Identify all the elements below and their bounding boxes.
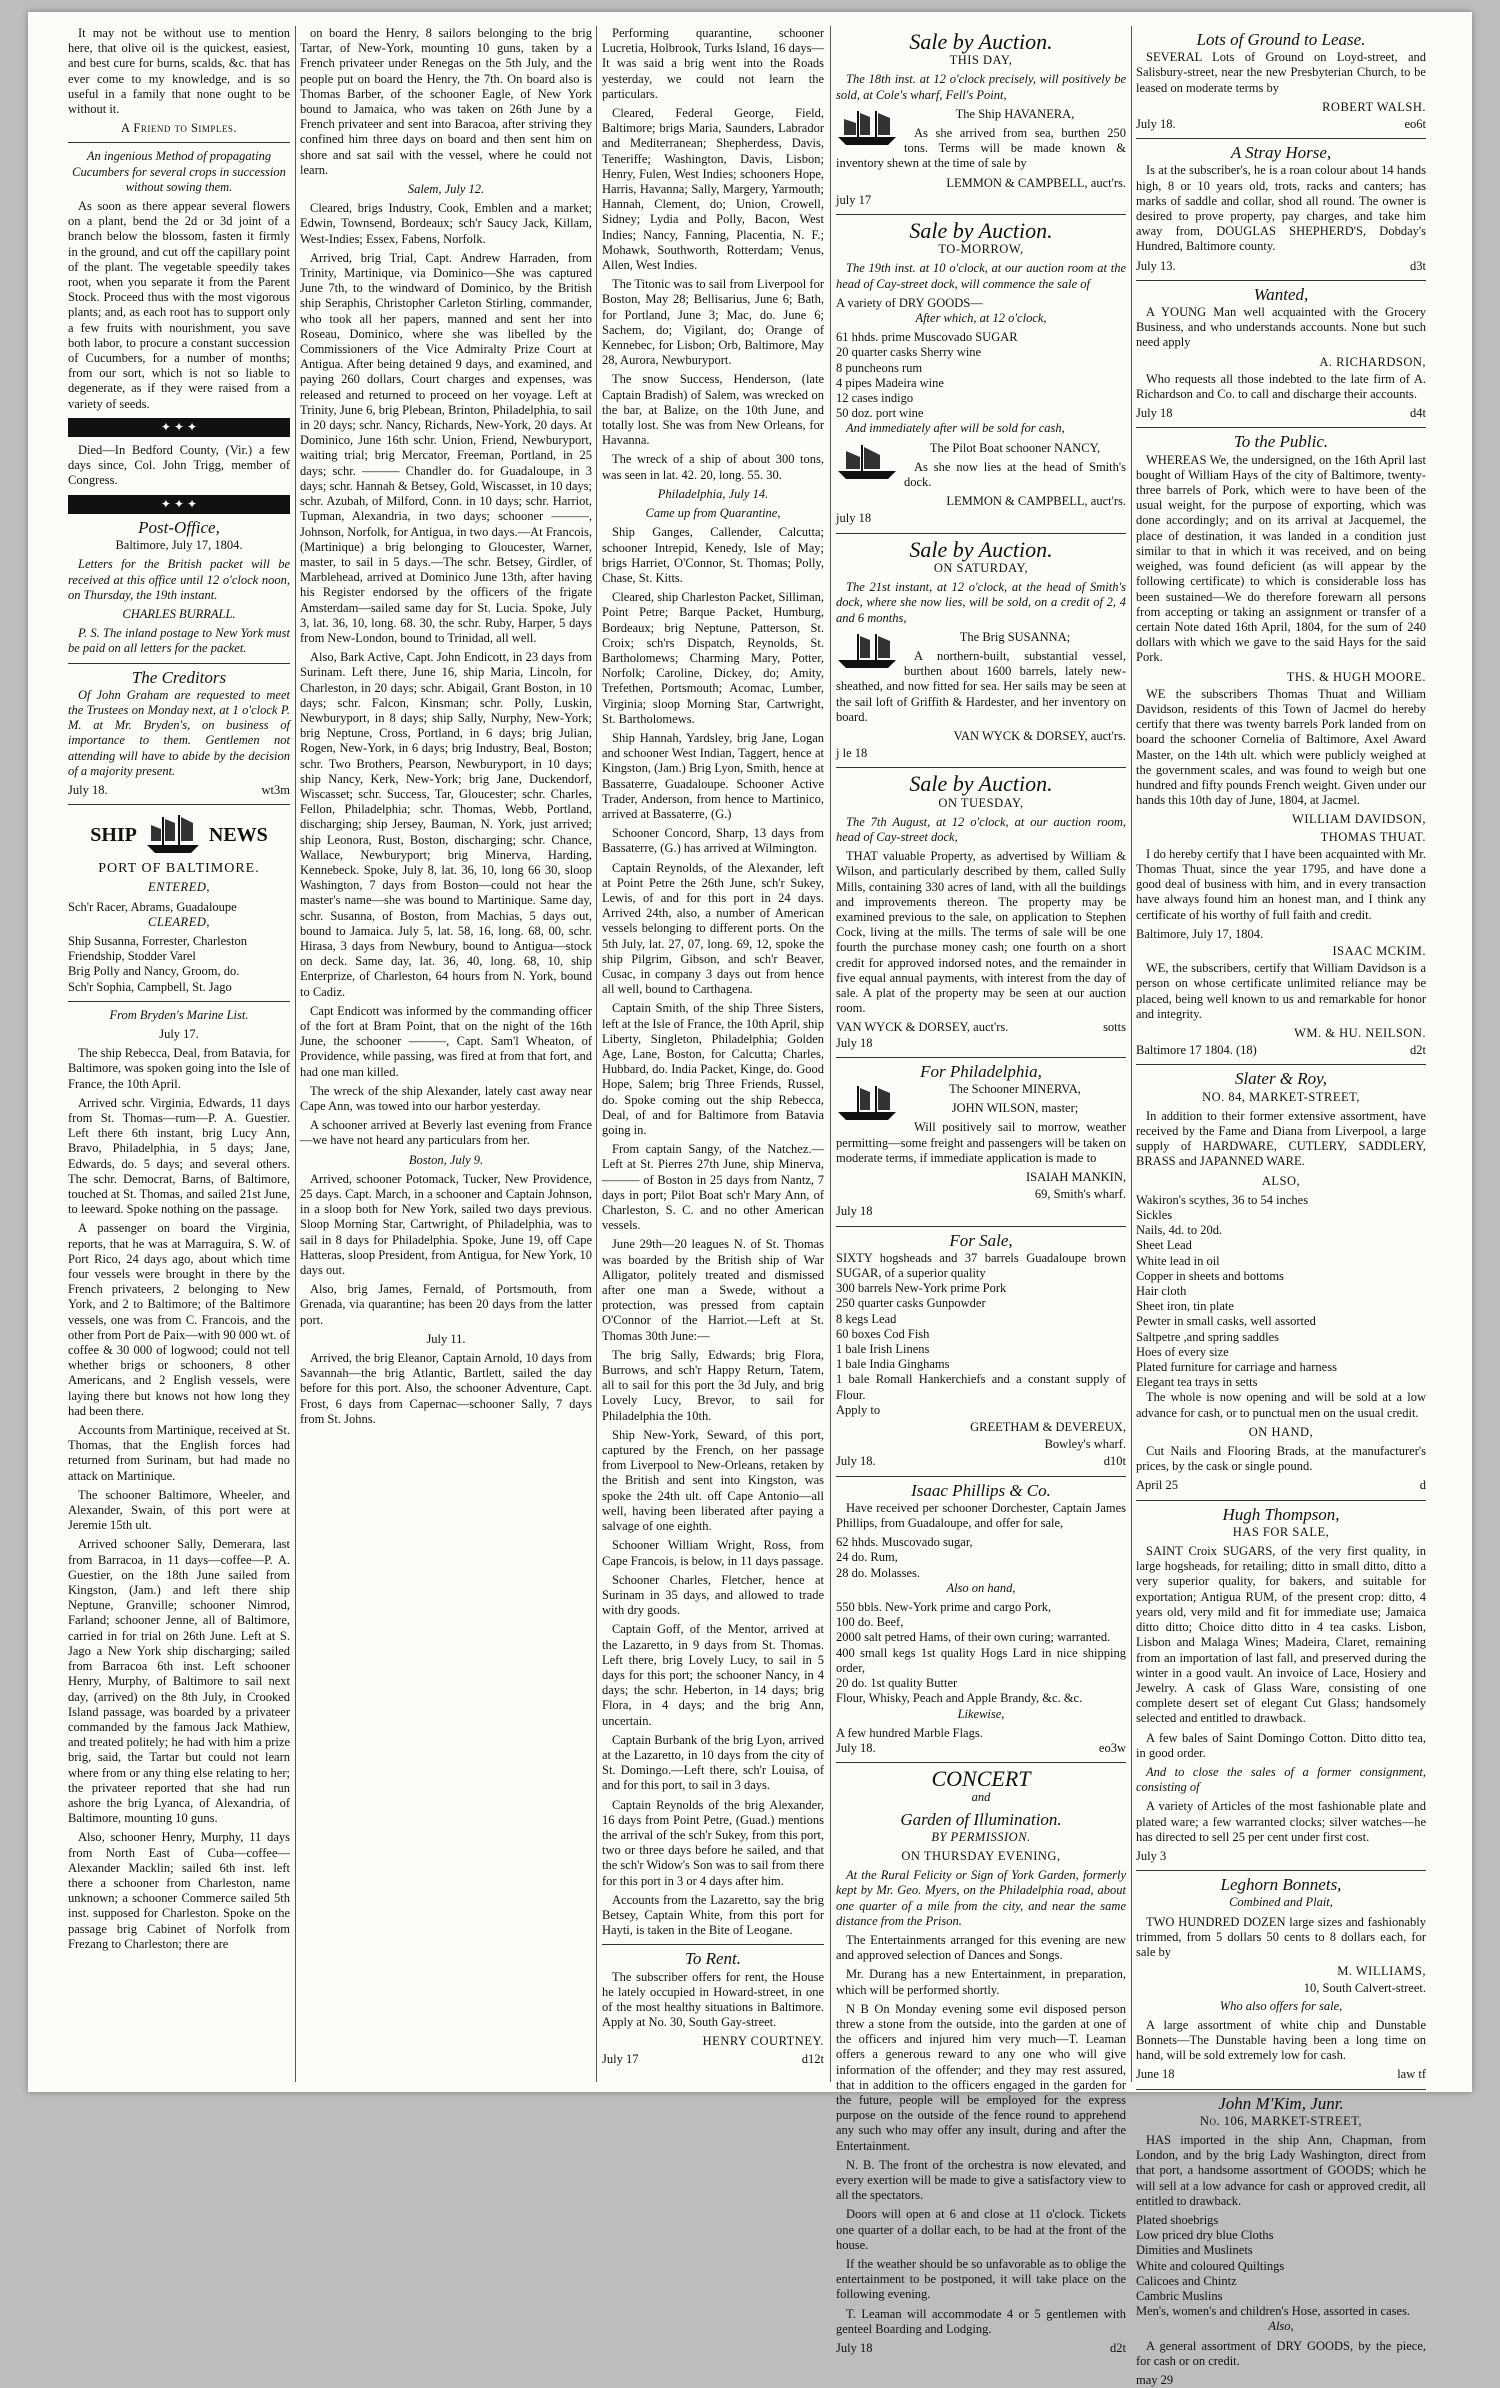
- ad-item: 1 bale India Ginghams: [836, 1357, 950, 1372]
- cleared-entry: Ship Susanna, Forrester, Charleston: [68, 933, 247, 948]
- date: July 18.: [1136, 117, 1176, 132]
- concert-footer: [836, 2341, 1126, 2356]
- dateline: Salem, July 12.: [407, 182, 485, 197]
- divider: [836, 214, 1126, 215]
- date: July 18.: [836, 1740, 876, 1755]
- auction-ship: The Brig SUSANNA;: [959, 629, 1071, 644]
- news-item: Capt Endicott was informed by the commanding officer of the fort at Bram Point, that on the night of the 16th June, the schooner ———, Capt. Sam'l Wheaton, of Providence, while passing, was fired at from that fort, and had one man killed.: [300, 1003, 592, 1079]
- code: eo6t: [1404, 117, 1426, 132]
- ad-title: For Sale,: [949, 1230, 1013, 1250]
- auction-when: The 19th inst. at 10 o'clock, at our auction room at the head of Cay-street dock, will commence the sale of: [836, 261, 1126, 291]
- column-2: [300, 26, 592, 2082]
- ad-body: HAS imported in the ship Ann, Chapman, from London, and by the brig Lady Washington, direct from that port, a handsome assortment of GOODS; which he will sell at a low advance for cash or approved credit, all entitled to drawback.: [1136, 2132, 1426, 2208]
- dateline: July 11.: [426, 1331, 466, 1346]
- date: July 18.: [68, 782, 108, 797]
- to-rent-signature: HENRY COURTNEY.: [702, 2034, 824, 2049]
- news-item: The ship Rebecca, Deal, from Batavia, for Baltimore, was spoken going into the Isle of France, the 10th April.: [68, 1046, 290, 1091]
- ship-icon: [143, 813, 203, 857]
- date: July 17: [602, 2051, 639, 2066]
- auction-date: July 18: [836, 1035, 873, 1050]
- ad-item: 24 do. Rum,: [836, 1550, 898, 1565]
- ad-signature: THOMAS THUAT.: [1320, 829, 1426, 844]
- auction-when: The 7th August, at 12 o'clock, at our auction room, head of Cay-street dock,: [836, 814, 1126, 844]
- divider: [68, 663, 290, 664]
- divider: [836, 1476, 1126, 1477]
- news-item: The wreck of the ship Alexander, lately cast away near Cape Ann, was towed into our harbor yesterday.: [300, 1083, 592, 1114]
- code: eo3w: [1098, 1740, 1126, 1755]
- news-item: Schooner William Wright, Ross, from Cape Francois, is below, in 11 days passage.: [602, 1538, 824, 1568]
- ad-item: Men's, women's and children's Hose, assorted in cases.: [1136, 2304, 1411, 2319]
- news-item: The wreck of a ship of about 300 tons, was seen in lat. 42. 20, long. 55. 30.: [602, 452, 824, 482]
- ad-title: Hugh Thompson,: [1222, 1504, 1340, 1524]
- auction-item: 8 puncheons rum: [836, 360, 923, 375]
- news-item: The brig Sally, Edwards; brig Flora, Burrows, and sch'r Happy Return, Tatem, all to sail for this port the 3d July, and brig Lovely Lucy, Brevor, to sail for Philadelphia the 10th.: [602, 1347, 824, 1423]
- ad-apply: Apply to: [836, 1402, 881, 1417]
- ad-item: Pewter in small casks, well assorted: [1136, 1314, 1316, 1329]
- concert-subtitle: Garden of Illumination.: [900, 1809, 1062, 1829]
- divider: [1136, 2089, 1426, 2090]
- auction-boat: The Pilot Boat schooner NANCY,: [929, 440, 1101, 455]
- auction-item: 4 pipes Madeira wine: [836, 375, 944, 390]
- divider: [1136, 1064, 1426, 1065]
- ad-body: Will positively sail to morrow, weather permitting—some freight and passengers will be taken on moderate terms, if immediate application is made to: [836, 1120, 1126, 1165]
- ad-item: Dimities and Muslinets: [1136, 2243, 1253, 2258]
- concert-title: CONCERT: [931, 1766, 1031, 1792]
- to-rent-footer: [602, 2052, 824, 2067]
- ad-item: 2000 salt petred Hams, of their own curing; warranted.: [836, 1630, 1111, 1645]
- news-item: Cleared, ship Charleston Packet, Silliman, Point Petre; Barque Packet, Humburg, Bordeaux; brig Neptune, Patterson, St. Croix; sch'rs Dispatch, Reynolds, St. Bartholomews; Charming Mary, Potter, Norfolk; Caroline, Dickey, do; Amity, Trefethen, Portsmouth; Acomac, Lumber, Virginia; sloop Morning Star, Cartwright, St. Bartholomews.: [602, 590, 824, 726]
- divider: [1136, 1500, 1426, 1501]
- ad-footer: [1136, 2067, 1426, 2082]
- code: d: [1419, 1478, 1426, 1493]
- ship-icon: [836, 1084, 898, 1124]
- ad-date: Baltimore, July 17, 1804.: [1136, 926, 1264, 941]
- divider: [68, 142, 290, 143]
- ship-news-left: SHIP: [90, 823, 137, 846]
- auction-body: A northern-built, substantial vessel, burthen about 1600 barrels, lately new-sheathed, and now fitted for sea. Her sails may be seen at the sail loft of Griffith & Hardester, and her inventory on board.: [836, 648, 1126, 724]
- auction-after: After which, at 12 o'clock,: [915, 311, 1047, 326]
- news-item: Arrived, the brig Eleanor, Captain Arnold, 10 days from Savannah—the brig Atlantic, Bartlett, sailed the day before for this port. Also, the schooner Adventure, Capt. Frost, 6 days from Capernac—schooner Sally, 7 days from St. Johns.: [300, 1351, 592, 1426]
- marine-list-label: From Bryden's Marine List.: [109, 1007, 249, 1022]
- ad-body: Is at the subscriber's, he is a roan colour about 14 hands high, 8 or 10 years old, trots, racks and canters; has marks of saddle and collar, shod all round. The owner is desired to prove property, pay charges, and take him away from, DOUGLAS SHEPHERD'S, Dobday's Hundred, Baltimore county.: [1136, 163, 1426, 254]
- ad-title: A Stray Horse,: [1230, 143, 1332, 163]
- column-1: [68, 26, 290, 2082]
- ad-signature: THS. & HUGH MOORE.: [1286, 669, 1426, 684]
- news-item: The schooner Baltimore, Wheeler, and Alexander, Swain, of this port were at Jeremie 15th ult.: [68, 1487, 290, 1533]
- ship-news-right: NEWS: [208, 823, 268, 846]
- entered-label: ENTERED,: [148, 880, 210, 895]
- news-item: Captain Reynolds of the brig Alexander, 16 days from Point Petre, (Guad.) mentions the arrival of the sch'r Sukey, from this port, two or three days before he sailed, and that the sch'r Widow's Son was to sail from there for this port in 3 or 4 days after him.: [602, 1797, 824, 1888]
- divider: [836, 767, 1126, 768]
- cleared-label: CLEARED,: [148, 914, 210, 929]
- code: wt3m: [261, 782, 290, 797]
- ad-item: Copper in sheets and bottoms: [1136, 1268, 1284, 1283]
- column-rule: [830, 26, 831, 2082]
- auction-signature: LEMMON & CAMPBELL, auct'rs.: [946, 175, 1126, 190]
- auction-item: 12 cases indigo: [836, 391, 914, 406]
- news-item: Ship Ganges, Callender, Calcutta; schooner Intrepid, Kenedy, Isle of May; brigs Harriet, O'Connor, St. Thomas; Polly, Chase, St. Kitts.: [602, 525, 824, 585]
- newspaper-page: [28, 12, 1472, 2388]
- auction-body: As she arrived from sea, burthen 250 tons. Terms will be made known & inventory shewn at the time of sale by: [836, 126, 1126, 171]
- marine-list-date: July 17.: [159, 1026, 199, 1041]
- ad-item: 100 do. Beef,: [836, 1615, 904, 1630]
- ad-body: A few bales of Saint Domingo Cotton. Ditto ditto tea, in good order.: [1136, 1730, 1426, 1760]
- cleared-entry: Sch'r Sophia, Campbell, St. Jago: [68, 979, 232, 994]
- ad-ship: The Schooner MINERVA,: [949, 1081, 1081, 1096]
- creditors-footer: [68, 783, 290, 798]
- news-item: Cleared, brigs Industry, Cook, Emblen and a market; Edwin, Townsend, Bordeaux; sch'r Saucy Jack, Killam, West-Indies; Essex, Fabens, Norfolk.: [300, 201, 592, 246]
- ad-body: WE, the subscribers, certify that William Davidson is a person on whose certificate unlimited reliance may be placed, being well known to us and remarkable for honor and integrity.: [1136, 961, 1426, 1021]
- ad-item: 1 bale Romall Hankerchiefs and a constant supply of Flour.: [836, 1372, 1126, 1402]
- column-4: [836, 26, 1126, 2356]
- ad-item: Wakiron's scythes, 36 to 54 inches: [1136, 1192, 1309, 1207]
- ad-item: Hair cloth: [1136, 1284, 1187, 1299]
- date: June 18: [1136, 2067, 1175, 2082]
- ad-title: Isaac Phillips & Co.: [911, 1480, 1051, 1500]
- olive-oil-paragraph: It may not be without use to mention here, that olive oil is the quickest, easiest, and best cure for burns, scalds, &c. that has ever come to my knowledge, and is so useful in a family that none ought to be without it.: [68, 26, 290, 117]
- divider: [836, 1057, 1126, 1058]
- auction-date: july 17: [836, 192, 872, 207]
- ad-address: 69, Smith's wharf.: [1034, 1187, 1126, 1202]
- ad-date: July 3: [1136, 1848, 1167, 1863]
- cleared-entry: Brig Polly and Nancy, Groom, do.: [68, 964, 240, 979]
- concert-where: At the Rural Felicity or Sign of York Garden, formerly kept by Mr. Geo. Myers, on the Philadelphia road, about one quarter of a mile from the city, and near the same distance from the Prison.: [836, 1868, 1126, 1928]
- ad-also: Who also offers for sale,: [1219, 1998, 1343, 2013]
- divider: [836, 1762, 1126, 1763]
- news-item: A schooner arrived at Beverly last evening from France—we have not heard any particulars from her.: [300, 1118, 592, 1148]
- auction-ship: The Ship HAVANERA,: [955, 106, 1075, 121]
- news-item: Arrived schooner Sally, Demerara, last from Barracoa, in 11 days—coffee—P. A. Guestier, on the 18th June sailed from Kingston, (Jam.) and left there ship Neptune, Granville; schooner Nimrod, Farland; schooner Jenne, all of Baltimore, carried in for trial on 26th June. Left at S. Jago a New York ship discharging; sailed from Barracoa 6th inst. Left schooner Henry, Murphy, of Baltimore to sail next day, (arrived) on the 8th July, in Crooked Island passage, was boarded by a privateer commanded by the famous Jack Mathiew, and treated politely; he had with him a prize brig, said, the Tartar but could not learn where from or any thing else relating to her; the privateer reported that she had run ashore the brig Lyanca, of Alexandria, of Baltimore, mounting 10 guns.: [68, 1537, 290, 1826]
- code: d2t: [1110, 2341, 1126, 2356]
- divider: [836, 1226, 1126, 1227]
- concert-body: The Entertainments arranged for this evening are new and approved selection of Dances and Songs.: [836, 1932, 1126, 1963]
- cucumber-title: An ingenious Method of propagating Cucumbers for several crops in succession without sowing them.: [72, 149, 286, 194]
- ad-signature: ROBERT WALSH.: [1322, 99, 1426, 114]
- ad-footer: [1136, 259, 1426, 274]
- post-office-date: Baltimore, July 17, 1804.: [115, 538, 243, 553]
- divider: [68, 804, 290, 805]
- news-item: Accounts from the Lazaretto, say the brig Betsey, Captain White, from this port for Hayti, is taken in the Bite of Leogane.: [602, 1892, 824, 1938]
- signature: VAN WYCK & DORSEY, auct'rs.: [836, 1020, 1009, 1035]
- ad-title: Slater & Roy,: [1234, 1069, 1328, 1089]
- news-item: Captain Burbank of the brig Lyon, arrived at the Lazaretto, in 10 days from the city of St. Domingo.—Left there, sch'r Louisa, of and for this port, to sail in 3 days.: [602, 1732, 824, 1793]
- ad-likewise: Likewise,: [957, 1706, 1005, 1721]
- auction-day: ON SATURDAY,: [933, 560, 1029, 575]
- news-item: Schooner Concord, Sharp, 13 days from Bassaterre, (G.) has arrived at Wilmington.: [602, 826, 824, 856]
- ad-title: Wanted,: [1253, 284, 1309, 304]
- auction-signature: LEMMON & CAMPBELL, auct'rs.: [946, 494, 1126, 509]
- ad-footer: [836, 1454, 1126, 1469]
- column-rule: [596, 26, 597, 2082]
- ad-title: John M'Kim, Junr.: [1218, 2093, 1344, 2113]
- news-item: From captain Sangy, of the Natchez.—Left at St. Pierres 27th June, ship Minerva, ——— of Boston in 25 days from Nantz, 7 days in port; Pilot Boat sch'r Mary Ann, of Charleston, S. C. and no other American vessels.: [602, 1142, 824, 1233]
- ad-body: In addition to their former extensive assortment, have received by the Fame and Diana from Liverpool, a large supply of HARDWARE, CUTLERY, SADDLERY, BRASS and JAPANNED WARE.: [1136, 1108, 1426, 1169]
- news-item: June 29th—20 leagues N. of St. Thomas was boarded by the British ship of War Alligator, politely treated and dismissed after one man a Swede, without a protection, was pressed from captain O'Connor of the Harriot.—Left at St. Thomas 30th June:—: [602, 1237, 824, 1343]
- ad-has: HAS FOR SALE,: [1232, 1524, 1330, 1539]
- auction-item: 50 doz. port wine: [836, 406, 924, 421]
- ad-signature: ISAIAH MANKIN,: [1026, 1170, 1126, 1184]
- ad-body: The whole is now opening and will be sold at a low advance for cash, or to punctual men on the usual credit.: [1136, 1390, 1426, 1420]
- ad-footer: [1136, 1043, 1426, 1058]
- news-item: Also, Bark Active, Capt. John Endicott, in 23 days from Surinam. Left there, June 16, ship Maria, Lincoln, for Charleston, in 20 days; schr. Abigail, Grant Boston, in 10 days; schr. Falcon, Kinsman; schr. Polly, Luskin, Newburyport, in 8 days; ship Sally, Nurphy, New-York; brig Neptune, Cross, Portland, in 6 days; brig Julian, Rogen, New-York, in 6 days; brig Industry, Beal, Boston; schr. Two Brothers, Pearson, Newburyport, in 10 days; ship Nancy, Kerk, New-York; brig Jane, Duckendorf, Wiscasset; schr. Success, Tar, Gloucester; schr. Charles, Fellon, Philadelphia; schr. Thomas, Webb, Portland, discharging; ship Jersey, Bauman, N. York, just arrived; ship Leonora, Rust, Boston, discharging; schr. Chance, Wallace, Newburyport; brig Minerva, Harding, Kennebeck. Spoke, July 8, lat. 36, 10, long 66 30, sloop Washington, 7 days from Boston—could not hear the master's name—she was bound to Martinique. Same day, schr. Susanna, of Boston, from Machias, 5 days out, bound to Jamaica. July 5, lat. 58, 16, long. 68, 00, schr. Hirasa, 3 days from Newbury, bound to Antigua—stock on deck. Same day, lat. 36, 40, long. 68, 10, ship Enterprize, of Charleston, 64 hours from N. York, bound to Cadiz.: [300, 650, 592, 999]
- ad-footer: [836, 1741, 1126, 1756]
- to-rent-title: To Rent.: [684, 1949, 742, 1969]
- divider: [1136, 427, 1426, 428]
- concert-body: N. B. The front of the orchestra is now elevated, and every exertion will be made to give a satisfactory view to all the spectators.: [836, 2157, 1126, 2203]
- auction-date: j le 18: [836, 746, 868, 761]
- code: law tf: [1397, 2067, 1426, 2082]
- ad-item: 60 boxes Cod Fish: [836, 1326, 930, 1341]
- auction-signature: VAN WYCK & DORSEY, auct'rs.: [953, 728, 1126, 743]
- ad-footer: [1136, 406, 1426, 421]
- ad-also: Also,: [1268, 2319, 1294, 2334]
- auction-title: Sale by Auction.: [909, 29, 1053, 54]
- ad-item: Cambric Muslins: [1136, 2289, 1223, 2304]
- ad-address: NO. 84, MARKET-STREET,: [1202, 1089, 1360, 1104]
- auction-title: Sale by Auction.: [909, 771, 1053, 797]
- concert-body: Doors will open at 6 and close at 11 o'clock. Tickets one quarter of a dollar each, to be had at the front of the house.: [836, 2207, 1126, 2252]
- dateline: Boston, July 9.: [408, 1152, 484, 1167]
- auction-when: The 18th inst. at 12 o'clock precisely, will positively be sold, at Cole's wharf, Fell's Point,: [836, 72, 1126, 102]
- news-item: The Titonic was to sail from Liverpool for Boston, May 28; Bellisarius, June 6; Bath, for Portland, June 3; Mac, do. June 6; Sachem, do; Vigilant, do; Orange of Kennebec, for Lisbon; Orb, Baltimore, May 28, Aurora, Newburyport.: [602, 277, 824, 368]
- news-item: Captain Smith, of the ship Three Sisters, left at the Isle of France, the 10th April, ship Liberty, Singleton, Philadelphia; Golden Age, Lane, Boston, for Calcutta; Charles, Hubbard, do. India Packet, Kinge, do. Good Hope, Salem; brig Three Friends, Russel, do. Spoke coming out the ship Rebecca, Deal, of and for Baltimore from Batavia going in.: [602, 1001, 824, 1138]
- ad-title: For Philadelphia,: [920, 1061, 1042, 1081]
- news-item: Arrived schr. Virginia, Edwards, 11 days from St. Thomas—rum—P. A. Guestier. Left there 6th instant, brig Lucy Ann, Bravo, Philadelphia, in 5 days; Jane, Edwards, do. 5 days; and several others. The schr. Democrat, Barns, of Baltimore, touched at St. Thomas, and sailed 21st June, to leeward. Spoke nothing on the passage.: [68, 1095, 290, 1217]
- auction-day: ON TUESDAY,: [938, 795, 1024, 810]
- entered-entry: Sch'r Racer, Abrams, Guadaloupe: [68, 899, 237, 914]
- cucumber-body: As soon as there appear several flowers on a plant, bend the 2d or 3d joint of a branch below the blossom, fasten it firmly in the ground, and cut off the capillary point of the plant. The vegetable speedily takes root, when you separate it from the Parent Stock. Proceed thus with the most vigorous plants; and, as each root has to support only a few fruits with nourishment, you save both labor, to procure a constant succession of Cucumbers, for a number of months; from our sort, which is not so liable to degenerate, as if they were raised from a variety of seeds.: [68, 199, 290, 411]
- post-office-title: Post-Office,: [138, 517, 220, 537]
- ad-item: Flour, Whisky, Peach and Apple Brandy, &c. &c.: [836, 1691, 1083, 1706]
- dateline: Philadelphia, July 14.: [657, 486, 769, 501]
- news-item: Cleared, Federal George, Field, Baltimore; brigs Maria, Saunders, Labrador and Mediterranean; Shepherdess, Davis, Teneriffe; Washington, Davis, Lisbon; Henry, Fulen, West Indies; schooners Hope, Harris, Havanna; Sally, Margery, Yarmouth; Hannah, Clement, do; Union, Crowell, Sidney; Lydia and Polly, Bacon, West Indies; Nancy, Fanning, Placentia, N. F.; Mohawk, Southworth, Rotterdam; Venus, Allen, West Indies.: [602, 106, 824, 273]
- divider: [602, 1944, 824, 1945]
- divider: [1136, 138, 1426, 139]
- auction-imm: And immediately after will be sold for cash,: [846, 421, 1065, 436]
- post-office-body: Letters for the British packet will be received at this office until 12 o'clock noon, on Thursday, the 19th instant.: [68, 557, 290, 602]
- ad-item: 550 bbls. New-York prime and cargo Pork,: [836, 1600, 1052, 1615]
- ad-also: ALSO,: [1261, 1173, 1301, 1188]
- subhead: Came up from Quarantine,: [645, 506, 781, 521]
- concert-body: T. Leaman will accommodate 4 or 5 gentlemen with genteel Boarding and Lodging.: [836, 2306, 1126, 2336]
- ad-title: To the Public.: [1233, 432, 1329, 452]
- code: sotts: [1103, 1020, 1126, 1035]
- news-item: Schooner Charles, Fletcher, hence at Surinam in 35 days, and allowed to trade with dry goods.: [602, 1572, 824, 1618]
- news-item: Arrived, brig Trial, Capt. Andrew Harraden, from Trinity, Martinique, via Dominico—She was captured June 7th, to the windward of Dominico, by the British ship Seraphis, Christopher Carleton Stirling, commander, who took all her papers, manned and sent her into Roseau, Dominico, where she was libelled by the Commissioners of the Vice Admiralty Prize Court at Antigua. After being detained 9 days, and examined, and paying 260 dollars, Court charges and expenses, was released and returned to proceed on her voyage. Left at Trinity, June 6, brig Plebean, Brinton, Philadelphia, to sail in 20 days; schr. Nancy, Richards, New-York, 20 days. At Dominico, June 16th schr. Union, Friend, Newburyport, waiting trial; brig Mercator, Freeman, Portland, in 25 days; schr. ——— Chandler do. for Guadaloupe, in 3 days; schr. Hannah & Betsey, Gold, Wiscasset, in 10 days; schr. Azubah, of Milford, Conn. in 10 days; schr. Harriot, Tupman, Alexandria, in two days; schooner ———, Johnson, Norfolk, for Antigua, in two days.—At Francois, (Martinique) a brig belonging to Gloucester, Warner, master, to sail in 5 days.—The schr. Betsey, Girdler, of Marblehead, arrived at Dominico June 13th, after having his Register endorsed by the officers of the frigate Amsterdam—sailed same day for St. Lucia. Spoke, July 3, lat. 36, 10, long. 68. 30, the schr. Ruby, Harper, 5 days from New-London, bound to Trinidad, all well.: [300, 250, 592, 645]
- date: July 18: [1136, 406, 1173, 421]
- auction-date: july 18: [836, 511, 872, 526]
- ad-item: 20 do. 1st quality Butter: [836, 1676, 958, 1691]
- ad-signature: GREETHAM & DEVEREUX,: [970, 1420, 1126, 1435]
- divider: [1136, 1870, 1426, 1871]
- concert-and: and: [971, 1790, 991, 1805]
- ad-item: 250 quarter casks Gunpowder: [836, 1296, 986, 1311]
- concert-body: If the weather should be so unfavorable as to oblige the entertainment to be postponed, it will take place on the following evening.: [836, 2257, 1126, 2302]
- ad-item: Saltpetre ,and spring saddles: [1136, 1329, 1280, 1344]
- ad-address: 10, South Calvert-street.: [1303, 1981, 1426, 1996]
- date: Baltimore 17 1804.: [1136, 1043, 1233, 1058]
- ad-item: 400 small kegs 1st quality Hogs Lard in nice shipping order,: [836, 1645, 1126, 1675]
- ad-body: TWO HUNDRED DOZEN large sizes and fashionably trimmed, from 5 dollars 50 cents to 8 dollars each, for sale by: [1136, 1914, 1426, 1959]
- auction-item: 61 hhds. prime Muscovado SUGAR: [836, 330, 1018, 345]
- column-rule: [1131, 26, 1132, 2082]
- ad-item: 28 do. Molasses.: [836, 1565, 921, 1580]
- ad-item: Hoes of every size: [1136, 1344, 1229, 1359]
- news-item: Captain Goff, of the Mentor, arrived at the Lazaretto, in 9 days from St. Thomas. Left there, brig Lovely Lucy, to sail in 5 days for this port; the schooner Nancy, in 4 days; the schr. Heberton, in 14 days; brig Flora, in 4 days; and the brig Ann, uncertain.: [602, 1622, 824, 1728]
- ad-signature: WM. & HU. NEILSON.: [1294, 1025, 1426, 1040]
- ad-item: Elegant tea trays in setts: [1136, 1375, 1258, 1390]
- ad-address: No. 106, MARKET-STREET,: [1199, 2113, 1363, 2128]
- ad-subtitle: Combined and Plait,: [1229, 1895, 1333, 1910]
- date: April 25: [1136, 1478, 1179, 1493]
- auction-item: 20 quarter casks Sherry wine: [836, 345, 982, 360]
- date: July 18.: [836, 1454, 876, 1469]
- news-item: Also, brig James, Fernald, of Portsmouth, from Grenada, via quarantine; has been 20 days from the latter port.: [300, 1282, 592, 1327]
- ad-body: SEVERAL Lots of Ground on Loyd-street, and Salisbury-street, near the new Presbyterian Church, to be leased on moderate terms by: [1136, 50, 1426, 95]
- news-item: Arrived, schooner Potomack, Tucker, New Providence, 25 days. Capt. March, in a schooner and Captain Johnson, in a sloop both for New York, sailed two days previous. Sloop Morning Star, Cartwright, of Philadelphia, was to sail in 8 days for Philadelphia. Spoke, June 19, off Cape Hatteras, sloop President, from Antigua, for New York, 10 days out.: [300, 1171, 592, 1278]
- auction-title: Sale by Auction.: [909, 536, 1053, 562]
- column-5: [1136, 26, 1426, 2388]
- ad-also: And to close the sales of a former consignment, consisting of: [1136, 1764, 1426, 1795]
- ad-item: A few hundred Marble Flags.: [836, 1725, 983, 1740]
- divider: [1136, 280, 1426, 281]
- ad-item: 300 barrels New-York prime Pork: [836, 1281, 1007, 1296]
- news-item: Ship Hannah, Yardsley, brig Jane, Logan and schooner West Indian, Taggert, hence at Kingston, (Jam.) Brig Lyon, Smith, hence at Bassaterre, Guadaloupe. Schooner Active Trader, Anderson, from hence to Martinico, arrived at Bassaterre, (G.): [602, 730, 824, 821]
- date: July 18: [836, 2341, 873, 2356]
- ship-news-banner: [68, 813, 290, 857]
- ad-item: Plated shoebrigs: [1136, 2213, 1219, 2227]
- news-item: Performing quarantine, schooner Lucretia, Holbrook, Turks Island, 16 days—It was said a brig went into the Roads yesterday, we could not learn the particulars.: [602, 26, 824, 101]
- news-item: Also, schooner Henry, Murphy, 11 days from North East of Cuba—coffee—Alexander Macklin; sailed 6th inst. left there a schooner from Charleston, name unknown; a schooner Commerce sailed 5th inst. supposed for Charleston. Spoke on the passage brig Cabinet of Norfolk from Frezang to Charleston; there are: [68, 1830, 290, 1951]
- ad-master: JOHN WILSON, master;: [951, 1101, 1079, 1116]
- divider: [68, 1001, 290, 1002]
- ship-icon: [836, 632, 898, 672]
- ad-item: 1 bale Irish Linens: [836, 1342, 930, 1357]
- ornament-bar: ✦ ✦ ✦: [68, 495, 290, 514]
- ad-also: Also on hand,: [946, 1580, 1016, 1595]
- ship-icon: [836, 443, 898, 483]
- column-3: [602, 26, 824, 2082]
- ad-item: Plated furniture for carriage and harness: [1136, 1360, 1337, 1375]
- ad-date: may 29: [1136, 2373, 1174, 2388]
- post-office-ps: P. S. The inland postage to New York must be paid on all letters for the packet.: [68, 626, 290, 656]
- ad-body: A general assortment of DRY GOODS, by the piece, for cash or on credit.: [1136, 2338, 1426, 2368]
- ad-item: Sickles: [1136, 1208, 1173, 1223]
- auction-day: TO-MORROW,: [938, 242, 1024, 257]
- concert-when: ON THURSDAY EVENING,: [901, 1848, 1061, 1863]
- ad-item: Calicoes and Chintz: [1136, 2273, 1237, 2288]
- news-item: Ship New-York, Seward, of this port, captured by the French, on her passage from Liverpool to New-Orleans, retaken by the British and sent into Kingston, was spoke the 24th ult. off Cape Antonio—all well, having been liberated after paying a salvage of one eighth.: [602, 1427, 824, 1534]
- code: d10t: [1103, 1454, 1126, 1469]
- ad-item: 8 kegs Lead: [836, 1311, 897, 1326]
- news-item: A passenger on board the Virginia, reports, that he was at Marraguira, S. W. of Port Rico, 24 days ago, about which time four vessels were brought in there by the French privateers, 2 belonging to New York, and 2 to Baltimore; of the Baltimore vessels, one was from C. Francois, and the other from Port de Paix—with 90 000 wt. of coffee & 30 000 of logwood; could not tell whether brigs or schooners, 8 other Americans, and 2 English vessels, were laying there but knows not how long they had been there.: [68, 1221, 290, 1418]
- news-item: Accounts from Martinique, received at St. Thomas, that the English forces had returned from Surinam, but had made no attack on Martinique.: [68, 1423, 290, 1483]
- died-notice: Died—In Bedford County, (Vir.) a few days since, Col. John Trigg, member of Congress.: [68, 443, 290, 488]
- ship-icon: [836, 109, 898, 149]
- ad-title: Lots of Ground to Lease.: [1196, 30, 1366, 49]
- auction-when: The 21st instant, at 12 o'clock, at the head of Smith's dock, where she now lies, will be sold, on a credit of 2, 4 and 6 months,: [836, 580, 1126, 625]
- ad-body: A YOUNG Man well acquainted with the Grocery Business, and who understands accounts. None but such need apply: [1136, 305, 1426, 350]
- ad-item: SIXTY hogsheads and 37 barrels Guadaloupe brown SUGAR, of a superior quality: [836, 1250, 1126, 1281]
- code: d3t: [1410, 258, 1426, 273]
- news-item: The snow Success, Henderson, (late Captain Bradish) of Salem, was wrecked on the bar, at Balize, on the 10th June, and totally lost. She was from New Orleans, for Havanna.: [602, 372, 824, 448]
- ad-item: Sheet iron, tin plate: [1136, 1299, 1234, 1314]
- port-title: PORT OF BALTIMORE.: [98, 861, 260, 877]
- concert-permission: BY PERMISSION.: [931, 1829, 1031, 1844]
- letter-signature: A Friend to Simples.: [120, 121, 238, 136]
- news-item: on board the Henry, 8 sailors belonging to the brig Tartar, of New-York, mounting 10 guns, taken by a French privateer under Renegas on the 5th July, and the people put on board the Henry, the 7th. On board also is Thomas Barber, of the schooner Eagle, of New York bound to Jamaica, who was taken on 26th June by a French privateer and sent into Baracoa, after striving they confined him three days on board and then sent him on shore and sat sail with the vessel, where he could not learn.: [300, 26, 592, 177]
- code: d4t: [1410, 406, 1426, 421]
- ad-body: Have received per schooner Dorchester, Captain James Phillips, from Guadaloupe, and offer for sale,: [836, 1500, 1126, 1531]
- ad-item: White lead in oil: [1136, 1253, 1220, 1268]
- ad-body: WE the subscribers Thomas Thuat and William Davidson, residents of this Town of Jacmel do hereby certify that there was twenty barrels Pork landed from on board the schooner Cornelia of Baltimore, Axel Award Master, on the 14th ult. which were publicly weighed at the government scales, and was found to weigh but one hundred and fifty pounds French weight. Given under our hands this 10th day of June, 1804, at Jacmel.: [1136, 686, 1426, 808]
- ad-footer: [1136, 117, 1426, 132]
- code: (18): [1236, 1043, 1257, 1058]
- ad-body: A variety of Articles of the most fashionable plate and plated ware; a few warranted clocks; silver watches—he has directed to sell 25 per cent under first cost.: [1136, 1799, 1426, 1844]
- ad-body: SAINT Croix SUGARS, of the very first quality, in large hogsheads, for retailing; ditto in small ditto, ditto a very superior quality, for bakers, and suitable for exportation; Antigua RUM, of the present crop: ditto, 4 years old, very mild and fit for immediate use; Jamaica ditto ditto; Choice ditto ditto in 4 tea casks. Lisbon, Lisbon and Malaga Wines; Madeira, Claret, remaining from an importation of last fall, and preserved during the winter in a good vault. An invoice of Lace, Hosiery and Jewelry. A cask of Glass Ware, consisting of one complete desert set of elegant Cut Glass; handsomely selected and entitled to drawback.: [1136, 1544, 1426, 1726]
- ad-onhand: ON HAND,: [1248, 1424, 1314, 1439]
- news-item: Captain Reynolds, of the Alexander, left at Point Petre the 26th June, sch'r Sukey, Lewis, of and for this port in 24 days. Arrived 24th, also, a number of American vessels belonging to different ports. On the 5th July, lat. 27, 07, long. 69, 12, spoke the ship Pilgrim, Gibson, and sch'r Beaver, Cusac, in company 3 days out from hence all well, bound to Carthagena.: [602, 860, 824, 997]
- ad-body: Who requests all those indebted to the late firm of A. Richardson and Co. to call and discharge their accounts.: [1136, 371, 1426, 402]
- auction-body: THAT valuable Property, as advertised by William & Wilson, and particularly described by them, called Sully Mills, containing 330 acres of land, with all the buildings and improvements thereon. The property may be examined previous to the sale, on application to Stephen Cock, living at the mills. The terms of sale will be one fourth the purchase money cash; one fourth on a short credit for approved indorsed notes, and the remainder in five equal annual payments, with interest from the day of sale. A plat of the property may be seen at our auction room.: [836, 849, 1126, 1016]
- to-rent-body: The subscriber offers for rent, the House he lately occupied in Howard-street, in one of the most healthy situations in Baltimore. Apply at No. 30, South Gay-street.: [602, 1969, 824, 2030]
- divider: [836, 533, 1126, 534]
- auction-title: Sale by Auction.: [909, 218, 1053, 244]
- ad-item: Nails, 4d. to 20d.: [1136, 1223, 1223, 1238]
- ad-signature: A. RICHARDSON,: [1319, 354, 1426, 369]
- date: July 13.: [1136, 258, 1176, 273]
- ad-item: 62 hhds. Muscovado sugar,: [836, 1535, 973, 1550]
- ad-body: WHEREAS We, the undersigned, on the 16th April last bought of William Hays of the city of Baltimore, twenty-three barrels of Pork, which were to have been of the usual weight, for the purpose of exporting, which was done accordingly; and on its arrival at Jacquemel, the place of destination, it was landed in a condition just similar to that in which it was received, and on being weighed, was found deficient (as will appear by the following certificate) to which is considerable loss has been sustained—We do therefore forewarn all persons from accepting or taking an assignment or transfer of a certain Note dated 16th April, 1804, for the sum of 240 dollars with which we gave to the said Hays for the said Pork.: [1136, 452, 1426, 665]
- concert-body: Mr. Durang has a new Entertainment, in preparation, which will be performed shortly.: [836, 1967, 1126, 1997]
- auction-lead: A variety of DRY GOODS—: [836, 295, 983, 310]
- cleared-entry: Friendship, Stodder Varel: [68, 949, 196, 964]
- creditors-title: The Creditors: [131, 667, 227, 687]
- auction-day: THIS DAY,: [949, 53, 1013, 68]
- column-rule: [295, 26, 296, 2082]
- ad-title: Leghorn Bonnets,: [1220, 1875, 1342, 1895]
- auction-footer: [836, 1020, 1126, 1035]
- concert-body: N B On Monday evening some evil disposed person threw a stone from the outside, into the garden at one of the officers and injured him very much—T. Leaman offers a generous reward to any one who will give information of the offender; and they may rest assured, that in addition to the officers engaged in the garden for the future, people will be employed for the express purpose on the outside of the fence round to apprehend any such who may offer any insult, during and after the Entertainment.: [836, 2001, 1126, 2153]
- ad-body: A large assortment of white chip and Dunstable Bonnets—The Dunstable having been a long time on hand, will be sold extremely low for cash.: [1136, 2017, 1426, 2063]
- ornament-bar: ✦ ✦ ✦: [68, 418, 290, 437]
- post-office-signature: CHARLES BURRALL.: [122, 606, 236, 621]
- ad-body: I do hereby certify that I have been acquainted with Mr. Thomas Thuat, since the year 1795, and have done a good deal of business with him, and in every transaction have always found him an honest man, and I think any certificate of his worthy of full faith and credit.: [1136, 846, 1426, 922]
- ad-signature: ISAAC MCKIM.: [1332, 943, 1426, 958]
- ad-address: Bowley's wharf.: [1044, 1437, 1126, 1452]
- ad-body: Cut Nails and Flooring Brads, at the manufacturer's prices, by the cask or single pound.: [1136, 1444, 1426, 1474]
- ad-item: White and coloured Quiltings: [1136, 2258, 1285, 2273]
- ad-footer: [1136, 1478, 1426, 1493]
- ad-item: Sheet Lead: [1136, 1238, 1192, 1253]
- code: d12t: [801, 2051, 824, 2066]
- auction-body: As she now lies at the head of Smith's dock.: [904, 459, 1126, 490]
- creditors-body: Of John Graham are requested to meet the Trustees on Monday next, at 1 o'clock P. M. at Mr. Bryden's, on business of importance to them. Gentlemen not attending will have to abide by the decision of a majority present.: [68, 687, 290, 778]
- ad-item: Low priced dry blue Cloths: [1136, 2228, 1274, 2243]
- ad-signature: M. WILLIAMS,: [1337, 1964, 1426, 1979]
- ad-date: July 18: [836, 1204, 873, 1219]
- code: d2t: [1410, 1043, 1426, 1058]
- ad-signature: WILLIAM DAVIDSON,: [1292, 812, 1426, 827]
